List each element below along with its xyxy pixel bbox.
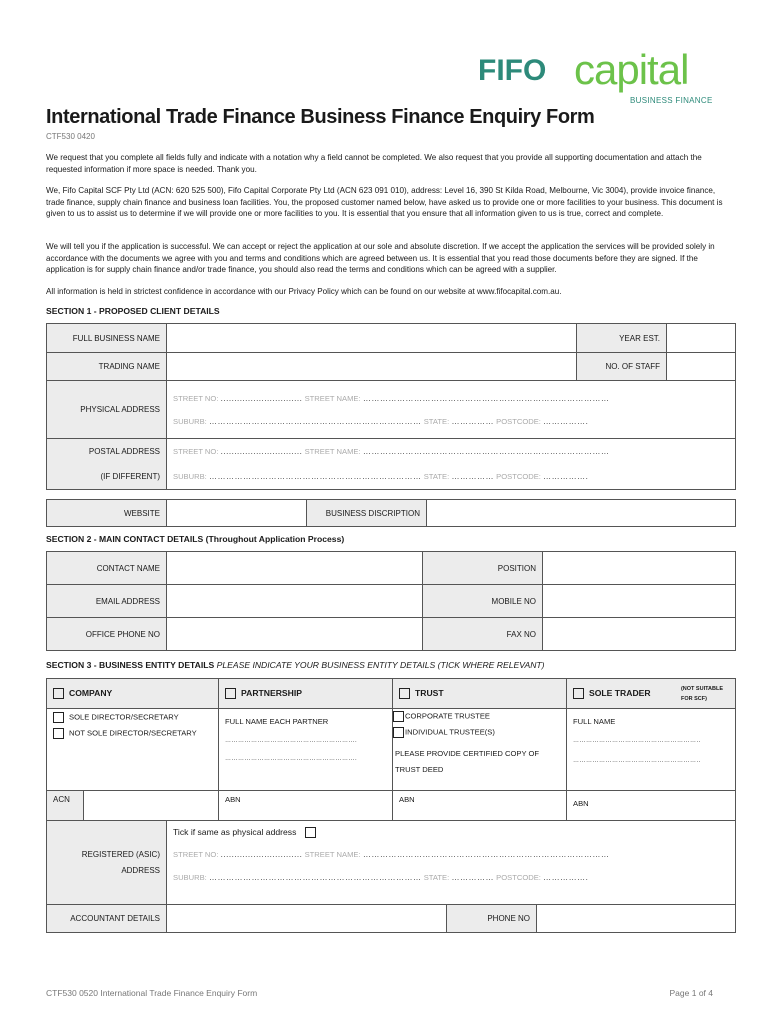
street-name-label: STREET NAME:: [304, 447, 361, 457]
trust-details-cell: [393, 709, 567, 791]
intro-paragraph-2: We, Fifo Capital SCF Pty Ltd (ACN: 620 525 500), Fifo Capital Corporate Pty Ltd (ACN 623 091 010), address: Level 16, 390 St Kilda Road, Melbourne, Vic 3004), provide invoice finance, trade finance, supply chain finance and business loan facilities. You, the proposed customer named below, have asked us to provide one or more facilities to your business. This document is given to us to assist us to determine if we will provide one or more facilities to you. It is essential that you ensure that all information given to us is true, correct and complete.: [46, 186, 723, 218]
registered-address-field[interactable]: [167, 821, 736, 905]
business-description-label: BUSINESS DISCRIPTION: [307, 500, 427, 527]
physical-address-label: PHYSICAL ADDRESS: [47, 381, 167, 439]
company-label: COMPANY: [69, 687, 113, 698]
acn-label: ACN: [47, 791, 84, 821]
postcode-label: POSTCODE:: [496, 873, 541, 883]
state-dots: ……………: [451, 472, 494, 482]
trust-checkbox[interactable]: [399, 688, 410, 699]
street-name-dots: ……………………………………………………………………………: [362, 447, 610, 457]
same-as-physical-option[interactable]: [173, 827, 729, 838]
sole-trader-option[interactable]: [567, 679, 736, 709]
not-sole-director-checkbox[interactable]: [53, 728, 64, 739]
certified-copy-note: [393, 746, 560, 778]
individual-trustees-checkbox[interactable]: [393, 727, 404, 738]
street-name-dots: ……………………………………………………………………………: [362, 393, 610, 403]
partnership-checkbox[interactable]: [225, 688, 236, 699]
sole-director-option[interactable]: [53, 712, 212, 723]
section-3-heading: [46, 660, 545, 670]
logo-capital-text: capital: [574, 46, 689, 93]
street-name-label: STREET NAME:: [304, 850, 361, 860]
section-1-website-row: [46, 499, 736, 527]
page-title: International Trade Finance Business Finance Enquiry Form: [46, 106, 595, 128]
trust-option[interactable]: [393, 679, 567, 709]
if-different-label: (IF DIFFERENT): [47, 465, 167, 490]
sole-director-label: SOLE DIRECTOR/SECRETARY: [69, 712, 179, 722]
accountant-details-label: ACCOUNTANT DETAILS: [47, 905, 167, 933]
section-3-note: PLEASE INDICATE YOUR BUSINESS ENTITY DETAILS (TICK WHERE RELEVANT): [216, 660, 545, 670]
registered-address-label: [47, 821, 167, 905]
suburb-label: SUBURB:: [173, 472, 207, 482]
sole-trader-note: [681, 684, 723, 704]
sole-director-checkbox[interactable]: [53, 712, 64, 723]
mobile-no-field[interactable]: [543, 585, 736, 618]
website-label: WEBSITE: [47, 500, 167, 527]
footer-form-name: CTF530 0520 International Trade Finance Enquiry Form: [46, 988, 258, 998]
certified-copy-line-2: TRUST DEED: [395, 765, 444, 774]
intro-paragraph-3: We will tell you if the application is successful. We can accept or reject the application at our sole and absolute discretion. If we accept the application the services will be provided solely in accordance with the documents we agree with you and terms and conditions which are agreed between us. It is essential that you read those documents before they are signed. If the application is for supply chain finance and/or trade finance, you should also read the terms and conditions which can be agreed with a supplier.: [46, 242, 715, 274]
trust-label: TRUST: [415, 687, 444, 698]
email-address-field[interactable]: [167, 585, 423, 618]
postal-address-field[interactable]: [167, 439, 736, 465]
same-as-physical-checkbox[interactable]: [305, 827, 316, 838]
year-est-label: YEAR EST.: [577, 324, 667, 353]
full-name-label: FULL NAME: [573, 717, 616, 726]
trust-abn-field[interactable]: [393, 791, 567, 821]
position-field[interactable]: [543, 552, 736, 585]
full-business-name-field[interactable]: [167, 324, 577, 353]
sole-trader-name-line-2: …………………………………………………..: [573, 758, 701, 764]
street-no-dots: ..............................: [220, 850, 303, 860]
sole-trader-checkbox[interactable]: [573, 688, 584, 699]
intro-paragraph-4: All information is held in strictest confidence in accordance with our Privacy Policy which can be found on our website at www.fifocapital.com.au.: [46, 287, 562, 296]
fax-no-field[interactable]: [543, 618, 736, 651]
phone-no-label: PHONE NO: [447, 905, 537, 933]
partnership-label: PARTNERSHIP: [241, 687, 302, 698]
trading-name-field[interactable]: [167, 353, 577, 381]
position-label: POSITION: [423, 552, 543, 585]
year-est-field[interactable]: [667, 324, 736, 353]
acn-field[interactable]: [84, 791, 219, 821]
postcode-dots: …………….: [543, 416, 589, 426]
mobile-no-label: MOBILE NO: [423, 585, 543, 618]
postcode-label: POSTCODE:: [496, 416, 541, 426]
state-label: STATE:: [423, 416, 450, 426]
physical-address-field[interactable]: [167, 381, 736, 439]
phone-no-field[interactable]: [537, 905, 736, 933]
individual-trustees-label: INDIVIDUAL TRUSTEE(S): [405, 727, 495, 737]
state-label: STATE:: [423, 472, 450, 482]
same-as-physical-label: Tick if same as physical address: [173, 827, 297, 837]
partner-name-line-1: …………………………………………………….: [225, 738, 358, 744]
postcode-dots: …………….: [543, 873, 589, 883]
street-no-dots: ..............................: [220, 393, 303, 403]
not-sole-director-option[interactable]: [53, 728, 212, 739]
contact-name-field[interactable]: [167, 552, 423, 585]
company-details-cell: [47, 709, 219, 791]
sole-trader-name-line-1: …………………………………………………..: [573, 738, 701, 744]
website-field[interactable]: [167, 500, 307, 527]
section-1-heading: SECTION 1 - PROPOSED CLIENT DETAILS: [46, 306, 220, 316]
street-no-label: STREET NO:: [173, 850, 219, 860]
street-no-label: STREET NO:: [173, 393, 219, 403]
suburb-dots: …………………………………………………………………: [209, 472, 422, 482]
fax-no-label: FAX NO: [423, 618, 543, 651]
address-label: ADDRESS: [121, 865, 160, 875]
section-3-address-table: [46, 820, 736, 933]
office-phone-label: OFFICE PHONE NO: [47, 618, 167, 651]
postcode-dots: …………….: [543, 472, 589, 482]
section-2-table: [46, 551, 736, 651]
sole-trader-note-line-2: FOR SCF): [680, 696, 707, 702]
section-2-heading: SECTION 2 - MAIN CONTACT DETAILS (Throughout Application Process): [46, 534, 345, 544]
suburb-dots: …………………………………………………………………: [209, 873, 422, 883]
sole-trader-note-line-1: (NOT SUITABLE: [680, 686, 724, 692]
full-business-name-label: FULL BUSINESS NAME: [47, 324, 167, 353]
sole-trader-label: SOLE TRADER: [589, 687, 651, 698]
email-address-label: EMAIL ADDRESS: [47, 585, 167, 618]
trading-name-label: TRADING NAME: [47, 353, 167, 381]
sole-trader-abn-label: ABN: [573, 799, 589, 808]
section-3-entity-table: [46, 678, 736, 821]
intro-paragraph-1: We request that you complete all fields fully and indicate with a notation why a field cannot be completed. We also request that you provide all supporting documentation and attach the requested information if more space is needed. Thank you.: [46, 153, 702, 174]
partnership-option[interactable]: [219, 679, 393, 709]
suburb-label: SUBURB:: [173, 416, 207, 426]
logo-tagline: BUSINESS FINANCE: [630, 96, 713, 105]
corporate-trustee-label: CORPORATE TRUSTEE: [405, 711, 490, 721]
not-sole-director-label: NOT SOLE DIRECTOR/SECRETARY: [69, 728, 197, 738]
section-3-title: SECTION 3 - BUSINESS ENTITY DETAILS: [46, 660, 215, 670]
suburb-label: SUBURB:: [173, 873, 207, 883]
business-description-field[interactable]: [427, 500, 736, 527]
company-checkbox[interactable]: [53, 688, 64, 699]
fifo-capital-logo: [478, 46, 723, 108]
footer-page-number: Page 1 of 4: [669, 988, 713, 998]
street-no-dots: ..............................: [220, 447, 303, 457]
section-1-table: [46, 323, 736, 490]
state-label: STATE:: [423, 873, 450, 883]
office-phone-field[interactable]: [167, 618, 423, 651]
sole-trader-abn-field[interactable]: [567, 791, 736, 821]
individual-trustees-option[interactable]: [393, 727, 560, 738]
form-code: CTF530 0420: [46, 132, 95, 141]
contact-name-label: CONTACT NAME: [47, 552, 167, 585]
street-name-dots: ……………………………………………………………………………: [362, 850, 610, 860]
state-dots: ……………: [451, 873, 494, 883]
trust-abn-label: ABN: [399, 795, 415, 804]
partnership-abn-label: ABN: [225, 795, 241, 804]
logo-fifo-text: FIFO: [478, 54, 547, 87]
sole-trader-details-cell[interactable]: [567, 709, 736, 791]
no-of-staff-label: NO. OF STAFF: [577, 353, 667, 381]
partnership-details-cell[interactable]: [219, 709, 393, 791]
postal-address-label: POSTAL ADDRESS: [47, 439, 167, 465]
postal-address-suburb-field[interactable]: [167, 465, 736, 490]
street-no-label: STREET NO:: [173, 447, 219, 457]
corporate-trustee-option[interactable]: [393, 711, 560, 722]
full-name-each-partner-label: FULL NAME EACH PARTNER: [225, 717, 329, 726]
state-dots: ……………: [451, 416, 494, 426]
registered-asic-label: REGISTERED (ASIC): [81, 849, 160, 859]
accountant-details-field[interactable]: [167, 905, 447, 933]
street-name-label: STREET NAME:: [304, 393, 361, 403]
certified-copy-line-1: PLEASE PROVIDE CERTIFIED COPY OF: [395, 749, 540, 758]
suburb-dots: …………………………………………………………………: [209, 416, 422, 426]
no-of-staff-field[interactable]: [667, 353, 736, 381]
partnership-abn-field[interactable]: [219, 791, 393, 821]
company-option[interactable]: [47, 679, 219, 709]
partner-name-line-2: …………………………………………………….: [225, 756, 358, 762]
corporate-trustee-checkbox[interactable]: [393, 711, 404, 722]
postcode-label: POSTCODE:: [496, 472, 541, 482]
